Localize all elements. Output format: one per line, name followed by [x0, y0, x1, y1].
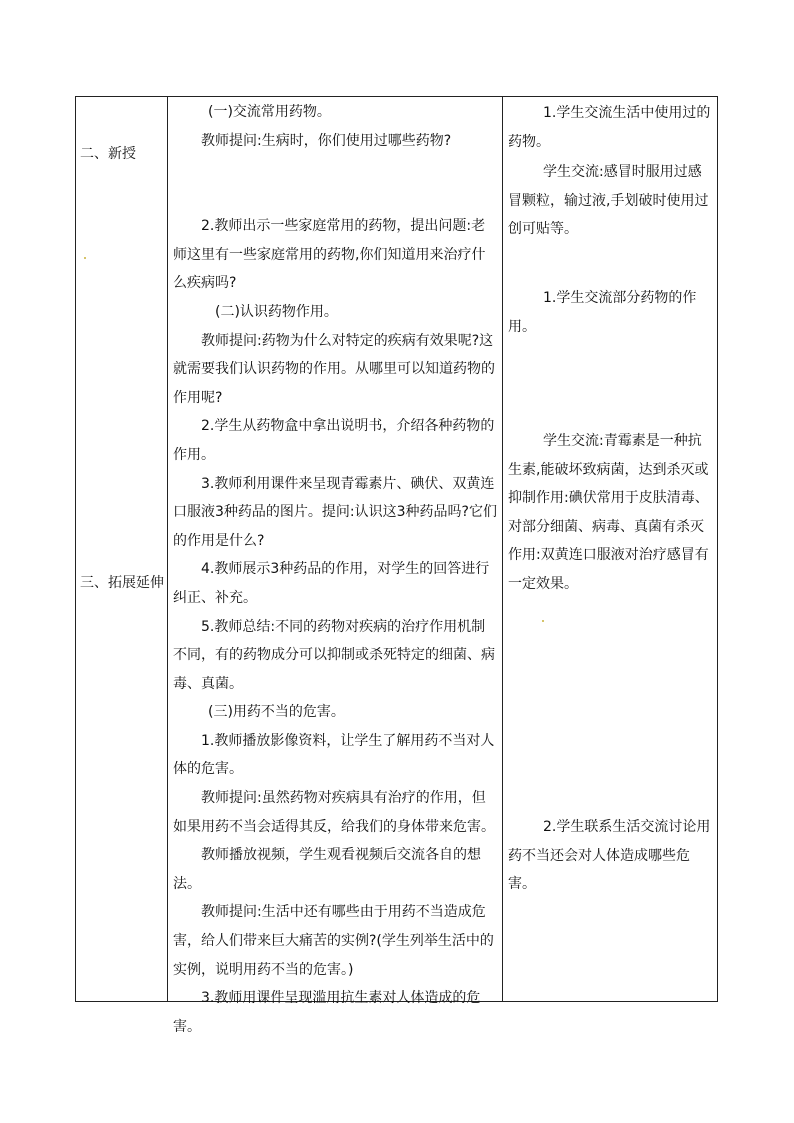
teacher-paragraph: 3.教师用课件呈现滥用抗生素对人体造成的危害。: [173, 990, 481, 1035]
teacher-activities-cell: [173, 98, 497, 1041]
student-paragraph: 2.学生联系生活交流讨论用药不当还会对人体造成哪些危害。: [508, 819, 711, 893]
stray-mark: [542, 620, 544, 622]
teacher-paragraph: 2.学生从药物盒中拿出说明书，介绍各种药物的作用。: [173, 418, 495, 463]
student-paragraph: 1.学生交流生活中使用过的药物。: [508, 105, 711, 150]
teacher-paragraph: (三)用药不当的危害。: [208, 704, 345, 721]
student-paragraph: 学生交流:青霉素是一种抗生素,能破坏致病菌，达到杀灭或抑制作用:碘伏常用于皮肤清毒、对部分细菌、病毒、真菌有杀灭作用:双黄连口服液对治疗感冒有一定效果。: [508, 433, 709, 592]
section-label-extension: 三、拓展延伸: [80, 575, 164, 591]
student-paragraph: 1.学生交流部分药物的作用。: [508, 290, 697, 335]
lesson-plan-table: [75, 96, 718, 1035]
column-divider-1: [167, 97, 168, 1001]
teacher-paragraph: 2.教师出示一些家庭常用的药物，提出问题:老师这里有一些家庭常用的药物,你们知道用来治疗什么疾病吗?: [173, 218, 486, 292]
teacher-paragraph: 3.教师利用课件来呈现青霉素片、碘伏、双黄连口服液3种药品的图片。提问:认识这3种药品吗?它们的作用是什么?: [173, 475, 497, 549]
stray-mark: [84, 257, 86, 259]
teacher-paragraph: (二)认识药物作用。: [215, 303, 338, 320]
teacher-paragraph: 教师提问:虽然药物对疾病具有治疗的作用，但如果用药不当会适得其反，给我们的身体带来危害。: [173, 790, 495, 835]
teacher-paragraph: 教师播放视频，学生观看视频后交流各自的想法。: [173, 847, 481, 892]
teacher-paragraph: (一)交流常用药物。: [208, 104, 331, 120]
student-paragraph: 学生交流:感冒时服用过感冒颗粒，输过液,手划破时使用过创可贴等。: [508, 164, 709, 238]
teacher-paragraph: 教师提问:生活中还有哪些由于用药不当造成危害，给人们带来巨大痛苦的实例?(学生列举生活中的实例，说明用药不当的危害。): [173, 904, 494, 978]
teacher-paragraph: 1.教师播放影像资料，让学生了解用药不当对人体的危害。: [173, 732, 495, 778]
teacher-paragraph: 教师提问:生病时，你们使用过哪些药物?: [201, 132, 452, 149]
teacher-paragraph: 5.教师总结:不同的药物对疾病的治疗作用机制不同，有的药物成分可以抑制或杀死特定的细菌、病毒、真菌。: [173, 618, 495, 692]
column-divider-2: [502, 97, 503, 1001]
section-label-new-lesson: 二、新授: [80, 146, 136, 162]
teacher-paragraph: 教师提问:药物为什么对特定的疾病有效果呢?这就需要我们认识药物的作用。从哪里可以知道药物的作用呢?: [173, 332, 495, 406]
teacher-paragraph: 4.教师展示3种药品的作用，对学生的回答进行纠正、补充。: [173, 561, 490, 606]
